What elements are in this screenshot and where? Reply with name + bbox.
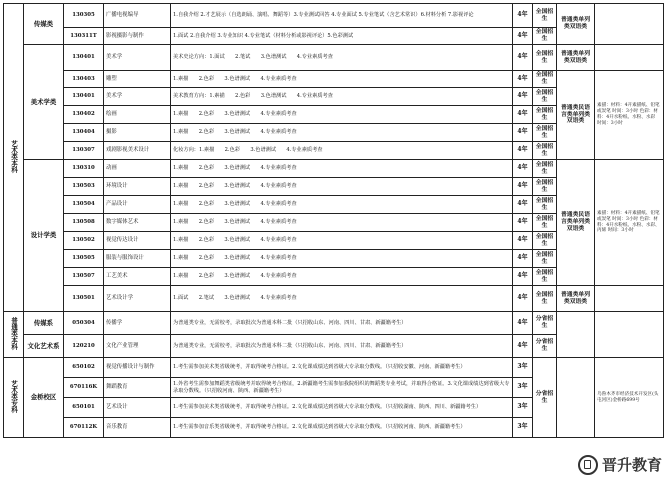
level-label: 艺术类本科	[9, 140, 18, 173]
scope-cell: 全国招生	[533, 196, 557, 214]
years-cell: 4年	[513, 196, 533, 214]
years-cell: 4年	[513, 160, 533, 178]
requirement-cell: 美术史论方向：1.面试 2.笔试 3.色谱测试 4.专业素质考查	[171, 45, 513, 71]
code-cell: 130401	[64, 45, 104, 71]
requirement-cell: 1.素描 2.色彩 3.色谱测试 4.专业素质考查	[171, 268, 513, 286]
category-cell: 文化艺术系	[24, 335, 64, 358]
table-row	[4, 312, 664, 335]
major-cell: 美术学	[104, 45, 171, 71]
level-cell	[4, 4, 24, 312]
requirement-cell: 1.素描 2.色彩 3.色谱测试 4.专业素质考查	[171, 160, 513, 178]
major-cell: 环境设计	[104, 178, 171, 196]
requirement-cell: 1.素描 2.色彩 3.色谱测试 4.专业素质考查	[171, 250, 513, 268]
code-cell: 130501	[64, 286, 104, 312]
code-cell: 130307	[64, 142, 104, 160]
requirement-cell: 1.考生需参加音乐类省级统考，并取得统考合格证。2.文化课成绩达到省级大专录取分数线。（只招收河南、陕西、新疆籍考生）	[171, 418, 513, 438]
requirement-cell: 1.外省考生需参加舞蹈类省级统考并取得统考合格证，2.新疆籍考生需参加我院组织的舞蹈类专业考试，并取得合格证。3.文化课成绩达到省级大专录取分数线。（只招收河南、陕西、新疆籍考生）	[171, 378, 513, 398]
category-cell: 金桥校区	[24, 358, 64, 438]
type-cell: 普通类民语言类单列类双语类	[557, 71, 595, 160]
code-cell: 130404	[64, 124, 104, 142]
major-cell: 数字媒体艺术	[104, 214, 171, 232]
scope-cell: 全国招生	[533, 4, 557, 28]
years-cell: 3年	[513, 358, 533, 378]
code-cell: 130504	[64, 196, 104, 214]
code-cell: 130403	[64, 71, 104, 88]
scope-cell: 全国招生	[533, 124, 557, 142]
scope-cell: 分省招生	[533, 358, 557, 438]
requirement-cell: 1.素描 2.色彩 3.色谱测试 4.专业素质考查	[171, 232, 513, 250]
major-cell: 视觉传达设计	[104, 232, 171, 250]
major-cell: 传播学	[104, 312, 171, 335]
major-cell: 产品设计	[104, 196, 171, 214]
scope-cell: 全国招生	[533, 286, 557, 312]
scope-cell: 全国招生	[533, 88, 557, 106]
requirement-cell: 1.考生需参加美术类省级统考，并取得统考合格证。2.文化课成绩达到省级大专录取分数线。（只招收湖南、陕西、四川、新疆籍考生）	[171, 398, 513, 418]
years-cell: 4年	[513, 142, 533, 160]
code-cell: 130305	[64, 4, 104, 28]
note-cell	[595, 286, 664, 312]
major-cell: 艺术设计学	[104, 286, 171, 312]
major-cell: 音乐教育	[104, 418, 171, 438]
scope-cell: 全国招生	[533, 160, 557, 178]
major-cell: 绘画	[104, 106, 171, 124]
scope-cell: 全国招生	[533, 178, 557, 196]
logo-icon	[578, 455, 598, 475]
major-cell: 影视摄影与制作	[104, 28, 171, 45]
years-cell: 4年	[513, 268, 533, 286]
requirement-cell: 1.面试 2.自我介绍 3.专业知识 4.专业笔试（材料分析或影视评论）5.色彩测试	[171, 28, 513, 45]
scope-cell: 全国招生	[533, 106, 557, 124]
code-cell: 130508	[64, 214, 104, 232]
type-cell: 普通类单列类双语类	[557, 45, 595, 71]
major-cell: 工艺美术	[104, 268, 171, 286]
requirement-cell: 1.自我介绍 2.才艺展示（自选朗诵、演唱、舞蹈等）3.专业测试回答 4.专业面试 5.专业笔试（含艺术常识）6.材料分析 7.影视评论	[171, 4, 513, 28]
major-cell: 视觉传播设计与制作	[104, 358, 171, 378]
scope-cell: 全国招生	[533, 232, 557, 250]
requirement-cell: 1.素描 2.色彩 3.色谱测试 4.专业素质考查	[171, 124, 513, 142]
requirement-cell: 美术教育方向：1.素描 2.色彩 3.色谱测试 4.专业素质考查	[171, 88, 513, 106]
requirement-cell: 化妆方向：1.素描 2.色彩 3.色谱测试 4.专业素质考查	[171, 142, 513, 160]
requirement-cell: 1.素描 2.色彩 3.色谱测试 4.专业素质考查	[171, 106, 513, 124]
note-cell	[595, 4, 664, 45]
years-cell: 4年	[513, 124, 533, 142]
code-cell: 670112K	[64, 418, 104, 438]
years-cell: 3年	[513, 398, 533, 418]
type-cell: 普通类单列类双语类	[557, 4, 595, 45]
years-cell: 4年	[513, 214, 533, 232]
watermark	[578, 454, 662, 475]
table-row	[4, 45, 664, 71]
code-cell: 130502	[64, 232, 104, 250]
code-cell: 130505	[64, 250, 104, 268]
requirement-cell: 1.面试 2.笔试 3.色谱测试 4.专业素质考查	[171, 286, 513, 312]
level-label: 艺术类专科	[9, 380, 18, 413]
years-cell: 4年	[513, 178, 533, 196]
level-cell	[4, 358, 24, 438]
level-label: 普通类本科	[9, 317, 18, 350]
watermark-text: 晋升教育	[601, 456, 662, 474]
table-row	[4, 4, 664, 28]
code-cell: 670116K	[64, 378, 104, 398]
scope-cell: 全国招生	[533, 71, 557, 88]
requirement-cell: 1.素描 2.色彩 3.色谱测试 4.专业素质考查	[171, 196, 513, 214]
requirement-cell: 为普通类专业，无需校考，录取批次为普通本科二批（只招收山东、河南、四川、甘肃、新疆籍考生）	[171, 335, 513, 358]
years-cell: 4年	[513, 286, 533, 312]
note-cell	[595, 312, 664, 358]
major-cell: 戏剧影视美术设计	[104, 142, 171, 160]
years-cell: 4年	[513, 88, 533, 106]
years-cell: 4年	[513, 71, 533, 88]
major-cell: 动画	[104, 160, 171, 178]
years-cell: 3年	[513, 378, 533, 398]
code-cell: 650101	[64, 398, 104, 418]
category-cell: 传媒系	[24, 312, 64, 335]
category-cell: 设计学类	[24, 160, 64, 312]
years-cell: 4年	[513, 335, 533, 358]
level-cell	[4, 312, 24, 358]
years-cell: 4年	[513, 4, 533, 28]
type-cell: 普通类民语言类单列类双语类	[557, 160, 595, 286]
major-cell: 舞蹈教育	[104, 378, 171, 398]
code-cell: 130310	[64, 160, 104, 178]
major-cell: 艺术设计	[104, 398, 171, 418]
scope-cell: 全国招生	[533, 28, 557, 45]
note-cell	[595, 45, 664, 71]
scope-cell: 分省招生	[533, 312, 557, 335]
years-cell: 4年	[513, 106, 533, 124]
years-cell: 4年	[513, 28, 533, 45]
requirement-cell: 为普通类专业，无需校考，录取批次为普通本科二批（只招收山东、河南、四川、甘肃、新疆籍考生）	[171, 312, 513, 335]
years-cell: 4年	[513, 312, 533, 335]
admissions-table-page	[3, 3, 663, 438]
code-cell: 130402	[64, 106, 104, 124]
table-row	[4, 160, 664, 178]
table-row	[4, 71, 664, 88]
type-cell	[557, 312, 595, 358]
years-cell: 4年	[513, 250, 533, 268]
requirement-cell: 1.考生需参加美术类省级统考，并取得统考合格证。2.文化课成绩达到省级大专录取分数线。（只招收安徽、河南、新疆籍考生）	[171, 358, 513, 378]
code-cell: 650102	[64, 358, 104, 378]
major-cell: 文化产业管理	[104, 335, 171, 358]
table-row	[4, 286, 664, 312]
code-cell: 050304	[64, 312, 104, 335]
code-cell: 130311T	[64, 28, 104, 45]
code-cell: 130401	[64, 88, 104, 106]
requirement-cell: 1.素描 2.色彩 3.色谱测试 4.专业素质考查	[171, 178, 513, 196]
years-cell: 3年	[513, 418, 533, 438]
table-row	[4, 358, 664, 378]
requirement-cell: 1.素描 2.色彩 3.色谱测试 4.专业素质考查	[171, 214, 513, 232]
scope-cell: 分省招生	[533, 335, 557, 358]
category-cell: 传媒类	[24, 4, 64, 45]
category-cell: 美术学类	[24, 45, 64, 160]
years-cell: 4年	[513, 232, 533, 250]
type-cell: 普通类单列类双语类	[557, 286, 595, 312]
years-cell: 4年	[513, 45, 533, 71]
scope-cell: 全国招生	[533, 268, 557, 286]
major-cell: 广播电视编导	[104, 4, 171, 28]
code-cell: 130507	[64, 268, 104, 286]
type-cell	[557, 358, 595, 438]
scope-cell: 全国招生	[533, 142, 557, 160]
note-cell: 乌鲁木齐市经济技术开发区(头屯河区)金桥路699号	[595, 358, 664, 438]
scope-cell: 全国招生	[533, 250, 557, 268]
note-cell: 素描：材料：4开素描纸、铅笔或炭笔 时间：3小时 色彩：材料：4开水粉纸、水粉、水彩、丙烯 时间：3小时	[595, 160, 664, 286]
major-cell: 服装与服饰设计	[104, 250, 171, 268]
scope-cell: 全国招生	[533, 45, 557, 71]
requirement-cell: 1.素描 2.色彩 3.色谱测试 4.专业素质考查	[171, 71, 513, 88]
code-cell: 130503	[64, 178, 104, 196]
code-cell: 120210	[64, 335, 104, 358]
major-cell: 美术学	[104, 88, 171, 106]
major-cell: 摄影	[104, 124, 171, 142]
scope-cell: 全国招生	[533, 214, 557, 232]
admissions-table	[3, 3, 664, 438]
major-cell: 雕塑	[104, 71, 171, 88]
note-cell: 素描：材料：4开素描纸、铅笔或炭笔 时间：3小时 色彩：材料：4开水粉纸、水粉、水彩 时间：3小时	[595, 71, 664, 160]
